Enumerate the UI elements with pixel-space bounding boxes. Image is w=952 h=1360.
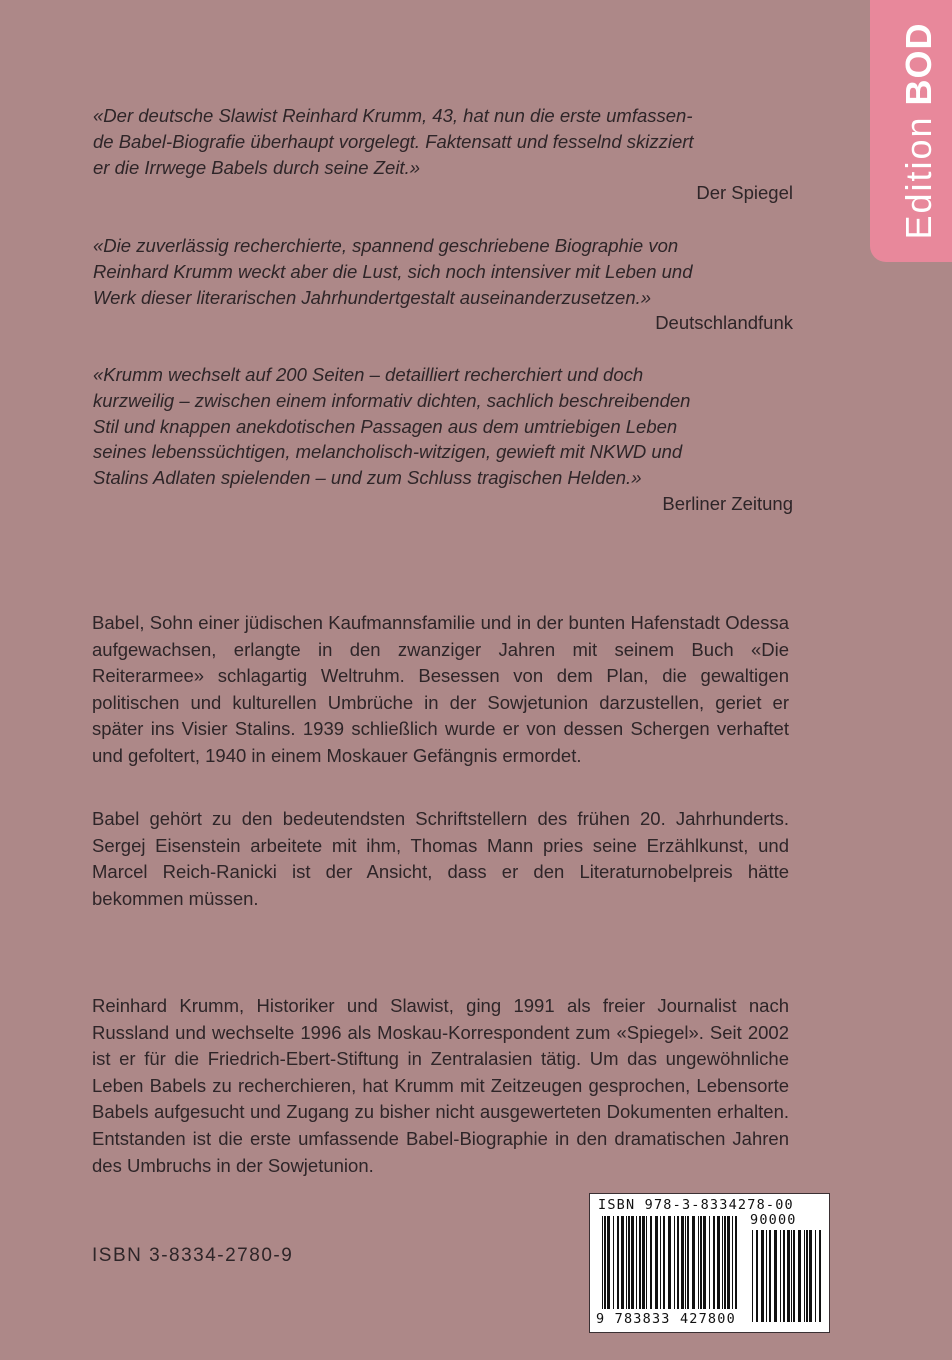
book-description (92, 610, 789, 770)
review-quote-berliner-zeitung (93, 362, 793, 517)
quote-line: Stalins Adlaten spielenden – und zum Schluss tragischen Helden.» (93, 467, 642, 489)
book-significance (92, 806, 789, 912)
barcode-addon-digits: 90000 (750, 1212, 797, 1228)
quote-line: seines lebenssüchtigen, melancholisch-witzigen, gewieft mit NKWD und (93, 441, 683, 463)
description-paragraph: Babel gehört zu den bedeutendsten Schriftstellern des frühen 20. Jahrhunderts. Sergej Eisenstein arbeitete mit ihm, Thomas Mann pries seine Erzählkunst, und Marcel Reich-Ranicki ist der Ansicht, dass er den Literaturnobelpreis hätte bekommen müssen. (92, 808, 789, 909)
quote-line: er die Irrwege Babels durch seine Zeit.» (93, 156, 421, 178)
quote-line: «Der deutsche Slawist Reinhard Krumm, 43, hat nun die erste umfassen- (93, 105, 693, 126)
edition-bod-tab (870, 0, 952, 262)
barcode (589, 1193, 830, 1333)
quote-line: de Babel-Biografie überhaupt vorgelegt. Faktensatt und fesselnd skizziert (93, 130, 694, 152)
quote-line: «Die zuverlässig recherchierte, spannend geschriebene Biographie von (93, 235, 679, 256)
author-bio (92, 993, 789, 1179)
quote-line: Stil und knappen anekdotischen Passagen aus dem umtriebigen Leben (93, 415, 678, 437)
quote-source: Berliner Zeitung (662, 492, 793, 514)
quote-line: Reinhard Krumm weckt aber die Lust, sich noch intensiver mit Leben und (93, 260, 693, 282)
edition-label: Edition (898, 115, 939, 240)
barcode-digits: 9 783833 427800 (596, 1311, 736, 1327)
isbn-number: ISBN 3-8334-2780-9 (92, 1245, 294, 1266)
description-paragraph: Babel, Sohn einer jüdischen Kaufmannsfamilie und in der bunten Hafenstadt Odessa aufgewachsen, erlangte in den zwanziger Jahren mit seinem Buch «Die Reiterarmee» schlagartig Weltruhm. Besessen von dem Plan, die gewaltigen politischen und kulturellen Umbrüche in der Sowjetunion darzustellen, geriet er später ins Visier Stalins. 1939 schließlich wurde er von dessen Schergen verhaftet und gefoltert, 1940 in einem Moskauer Gefängnis ermordet. (92, 612, 789, 766)
author-bio-paragraph: Reinhard Krumm, Historiker und Slawist, ging 1991 als freier Journalist nach Russland und wechselte 1996 als Moskau-Korrespondent zum «Spiegel». Seit 2002 ist er für die Friedrich-Ebert-Stiftung in Zentralasien tätig. Um das ungewöhnliche Leben Babels zu recherchieren, hat Krumm mit Zeitzeugen gesprochen, Lebensorte Babels aufgesucht und Zugang zu bisher nicht ausgewerteten Dokumenten erhalten. Entstanden ist die erste umfassende Babel-Biographie in den dramatischen Jahren des Umbruchs in der Sowjetunion. (92, 995, 789, 1176)
quote-line: «Krumm wechselt auf 200 Seiten – detailliert recherchiert und doch (93, 364, 644, 385)
review-quote-spiegel (93, 103, 793, 206)
barcode-isbn-label: ISBN 978-3-8334278-00 (598, 1197, 794, 1213)
quote-source: Deutschlandfunk (655, 312, 793, 334)
quote-source: Der Spiegel (696, 182, 793, 204)
review-quote-deutschlandfunk (93, 233, 793, 336)
quote-line: Werk dieser literarischen Jahrhundertgestalt auseinanderzusetzen.» (93, 286, 652, 308)
bod-brand: BOD (898, 22, 939, 106)
quote-line: kurzweilig – zwischen einem informativ dichten, sachlich beschreibenden (93, 389, 691, 411)
edition-bod-logo (878, 0, 952, 262)
